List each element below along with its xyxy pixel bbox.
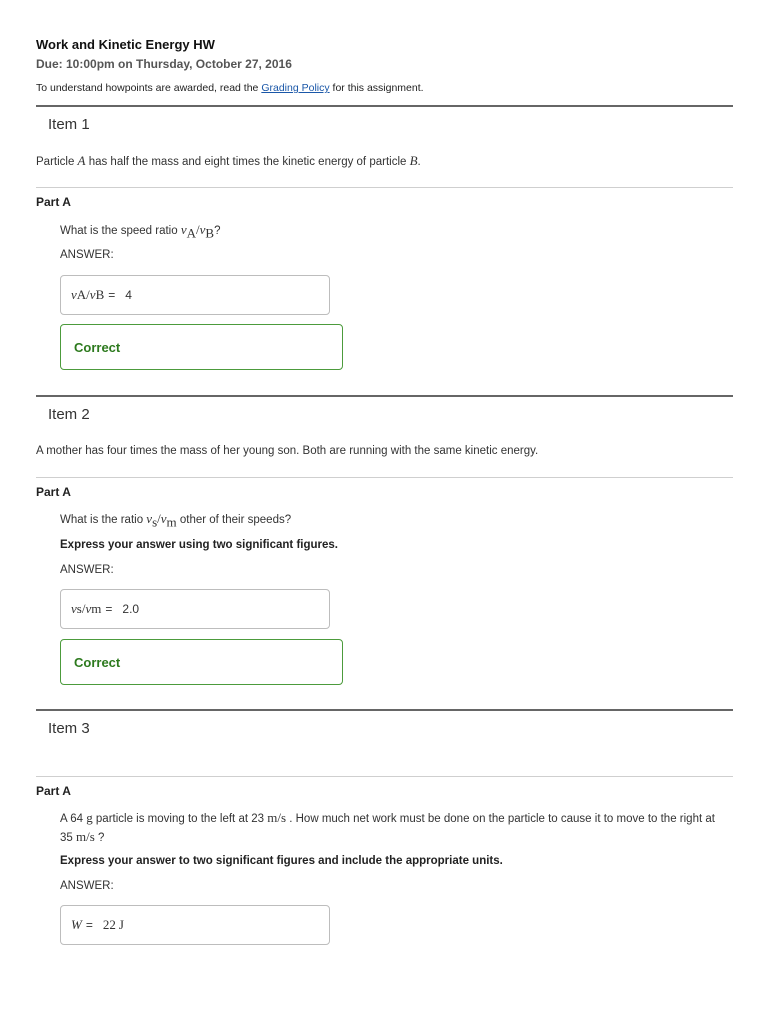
item-3-question-text-2: particle is moving to the left at 23 [92, 813, 268, 825]
item-3-part-a-heading: Part A [36, 784, 71, 798]
question-var-2: v [160, 511, 167, 526]
item-1-question [60, 221, 725, 241]
question-sub-1: s [152, 514, 158, 530]
answer-sub-2: m [91, 601, 102, 616]
item-3-question-text-1: A 64 [60, 813, 87, 825]
question-slash: / [195, 222, 200, 237]
item-2-title: Item 2 [48, 406, 90, 423]
item-3-answer-label: ANSWER: [60, 880, 114, 892]
item-1-divider [36, 105, 733, 107]
item-2-instruction: Express your answer using two significant figures. [60, 539, 338, 551]
item-1-answer-value: 4 [125, 288, 132, 302]
item-1-question-text-2: ? [214, 225, 221, 237]
item-1-statement-text-2: has half the mass and eight times the kinetic energy of particle [85, 156, 410, 168]
item-2-answer-value: 2.0 [122, 602, 140, 616]
question-sub-2: B [205, 225, 215, 241]
item-1-statement-text-3: . [417, 156, 421, 168]
question-var-1: v [146, 511, 153, 526]
item-2-answer-label: ANSWER: [60, 564, 114, 576]
answer-equals: = [108, 288, 116, 302]
answer-slash: / [81, 601, 86, 616]
work-symbol: W [71, 917, 82, 932]
item-3-title: Item 3 [48, 720, 90, 737]
particle-b-symbol: B [409, 153, 418, 168]
item-1-statement [36, 153, 421, 169]
answer-slash: / [86, 287, 90, 302]
item-1-part-divider [36, 187, 733, 188]
item-3-question-text-3: . How much net work must be done on the particle to cause it to move to the right at 35 [60, 813, 715, 844]
question-var-1: v [180, 222, 187, 237]
item-3-answer-unit: J [118, 917, 124, 932]
speed-unit-1: m/s [267, 810, 287, 825]
item-3-answer-value: 22 [102, 917, 116, 932]
item-2-part-a-heading: Part A [36, 485, 71, 499]
item-1-answer-label: ANSWER: [60, 249, 114, 261]
question-sub-1: A [186, 225, 196, 241]
particle-a-symbol: A [77, 153, 86, 168]
speed-unit-2: m/s [76, 829, 95, 844]
answer-var-1: v [71, 601, 77, 616]
item-2-statement: A mother has four times the mass of her young son. Both are running with the same kinetic energy. [36, 445, 539, 457]
item-1-answer-field[interactable] [60, 275, 330, 315]
question-var-2: v [199, 222, 206, 237]
answer-equals: = [105, 602, 113, 616]
question-slash: / [157, 511, 161, 526]
item-2-answer-field[interactable] [60, 589, 330, 629]
item-1-correct-feedback: Correct [60, 324, 343, 370]
item-2-part-divider [36, 477, 733, 478]
grading-policy-link[interactable]: Grading Policy [261, 82, 330, 94]
item-1-title: Item 1 [48, 116, 90, 133]
item-2-question-text-2: other of their speeds? [176, 514, 292, 526]
item-3-question-text-4: ? [94, 832, 105, 844]
item-3-answer-field[interactable] [60, 905, 330, 945]
answer-var-2: v [85, 601, 92, 616]
item-2-question [60, 510, 725, 530]
answer-var-2: v [89, 287, 96, 302]
item-3-divider [36, 709, 733, 711]
item-3-part-divider [36, 776, 733, 777]
grading-intro [36, 82, 424, 94]
item-1-statement-text-1: Particle [36, 156, 78, 168]
answer-sub-2: B [95, 287, 105, 302]
item-2-divider [36, 395, 733, 397]
due-date: Due: 10:00pm on Thursday, October 27, 2016 [36, 57, 292, 71]
question-sub-2: m [166, 514, 177, 530]
item-3-question [60, 809, 725, 847]
item-2-correct-feedback: Correct [60, 639, 343, 685]
item-1-part-a-heading: Part A [36, 195, 71, 209]
item-2-question-text-1: What is the ratio [60, 514, 147, 526]
intro-text-after: for this assignment. [329, 82, 424, 94]
answer-var-1: v [71, 287, 77, 302]
intro-text-before: To understand howpoints are awarded, read the [36, 82, 262, 94]
answer-sub-1: A [76, 287, 87, 302]
answer-sub-1: s [76, 601, 82, 616]
assignment-title: Work and Kinetic Energy HW [36, 37, 215, 52]
item-3-instruction: Express your answer to two significant figures and include the appropriate units. [60, 855, 503, 867]
answer-equals: = [85, 918, 93, 932]
item-1-question-text-1: What is the speed ratio [60, 225, 181, 237]
mass-unit: g [86, 810, 93, 825]
